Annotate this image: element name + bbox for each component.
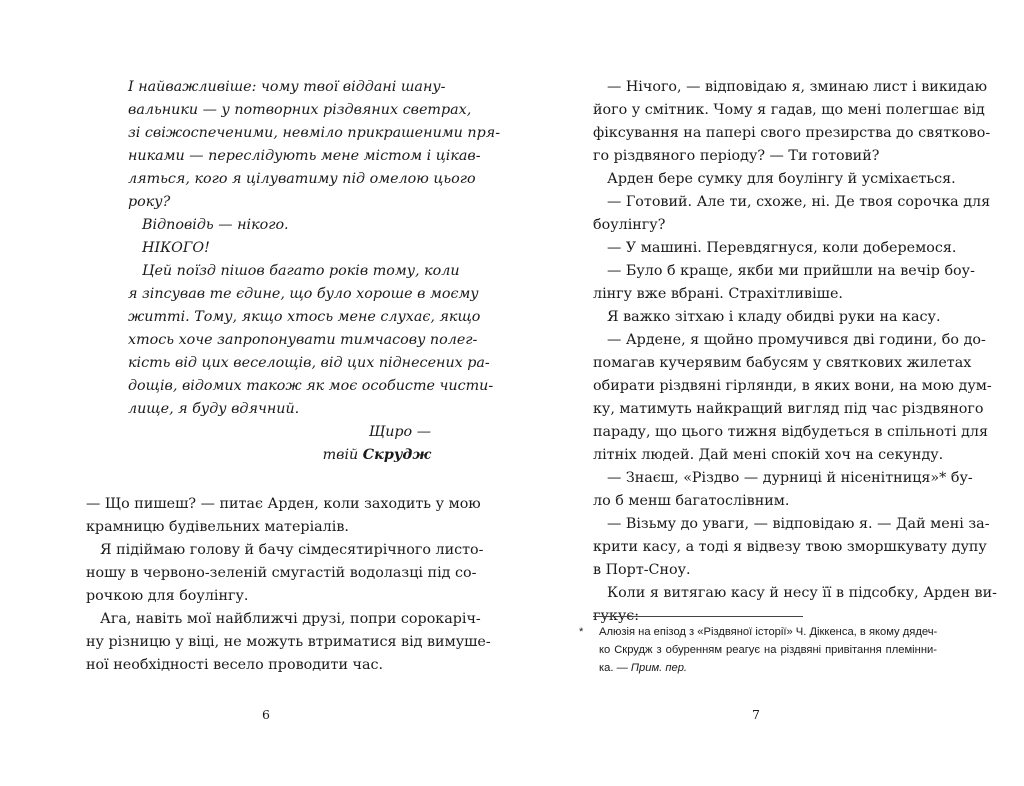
body-line: Ага, навіть мої найближчі друзі, попри сорокаріч-	[100, 611, 481, 627]
letter-line: І найважливіше: чому твої віддані шану-	[128, 79, 446, 95]
body-line: крамницю будівельних матеріалів.	[86, 519, 349, 535]
body-line: — Нічого, — відповідаю я, зминаю лист і викидаю	[607, 79, 988, 95]
body-line: ку, матимуть найкращий вигляд під час різдвяного	[593, 401, 984, 417]
letter-line: ляться, кого я цілуватиму під омелою цього	[128, 171, 476, 187]
letter-line: НІКОГО!	[142, 240, 210, 256]
body-line: — Що пишеш? — питає Арден, коли заходить у мою	[86, 496, 481, 512]
page-number: 7	[752, 707, 760, 722]
letter-line: зі свіжоспеченими, невміло прикрашеними пря-	[128, 125, 501, 141]
body-line: літніх людей. Дай мені спокій хоч на секунду.	[593, 447, 944, 463]
body-line: параду, що цього тижня відбудеться в спільноті для	[593, 424, 988, 440]
body-line: — Ардене, я щойно промучився дві години, бо до-	[607, 332, 986, 348]
letter-line: я зіпсував те єдине, що було хороше в моєму	[128, 286, 479, 302]
body-line: ло б менш багатослівним.	[593, 493, 790, 509]
footnote-marker: *	[579, 626, 584, 638]
signature-prefix: твій	[322, 447, 359, 463]
body-line: в Порт-Сноу.	[593, 562, 691, 578]
letter-line: житті. Тому, якщо хтось мене слухає, якщо	[128, 309, 481, 325]
body-line: Я підіймаю голову й бачу сімдесятирічного листо-	[100, 542, 484, 558]
body-line: фіксування на папері свого презирства до святково-	[593, 125, 991, 141]
body-line: лінгу вже вбрані. Страхітливіше.	[593, 286, 843, 302]
body-line: — Візьму до уваги, — відповідаю я. — Дай мені за-	[607, 516, 990, 532]
body-line: Коли я витягаю касу й несу її в підсобку, Арден ви-	[607, 585, 997, 601]
footnote-line: ко Скрудж з обуренням реагує на різдвяні привітання племінни-	[599, 644, 937, 656]
letter-line: хтось хоче запропонувати тимчасову полег-	[128, 332, 478, 348]
letter-line: дощів, відомих також як моє особисте чисти-	[128, 378, 494, 394]
letter-line: лище, я буду вдячний.	[128, 401, 300, 417]
body-line: ношу в червоно-зеленій смугастій водолазці під со-	[86, 565, 477, 581]
letter-line: кість від цих веселощів, від цих піднесених ра-	[128, 355, 490, 371]
body-line: рочкою для боулінгу.	[86, 588, 249, 604]
footnote-tail: ка. —	[599, 662, 628, 674]
letter-line: никами — переслідують мене містом і цікав-	[128, 148, 481, 164]
letter-line: Відповідь — нікого.	[142, 217, 289, 233]
body-line: ну різницю у віці, не можуть втриматися від вимуше-	[86, 634, 491, 650]
body-line: боулінгу?	[593, 217, 666, 233]
body-line: його у смітник. Чому я гадав, що мені полегшає від	[593, 102, 985, 118]
body-line: Арден бере сумку для боулінгу й усміхається.	[607, 171, 956, 187]
body-line: гукує:	[593, 608, 640, 624]
letter-signature	[128, 446, 431, 464]
left-page	[86, 0, 501, 786]
body-line: Я важко зітхаю і кладу обидві руки на касу.	[607, 309, 941, 325]
letter-line: року?	[128, 194, 171, 210]
right-page	[579, 0, 997, 786]
body-line: помагав кучерявим бабусям у святкових жилетах	[593, 355, 972, 371]
footnote-rule	[593, 616, 803, 617]
signature-name: Скрудж	[362, 447, 431, 463]
page-number: 6	[262, 707, 270, 722]
body-line: — Готовий. Але ти, схоже, ні. Де твоя сорочка для	[607, 194, 991, 210]
body-line: крити касу, а тоді я відвезу твою зморшкувату дупу	[593, 539, 987, 555]
body-line: — Знаєш, «Різдво — дурниці й нісенітниця»* бу-	[607, 470, 973, 486]
letter-line: Цей поїзд пішов багато років тому, коли	[142, 263, 460, 279]
body-line: обирати різдвяні гірлянди, в яких вони, на мою дум-	[593, 378, 992, 394]
footnote-line-last	[599, 661, 937, 675]
letter-line: вальники — у потворних різдвяних светрах,	[128, 102, 472, 118]
body-line: го різдвяного періоду? — Ти готовий?	[593, 148, 880, 164]
footnote-attribution: Прим. пер.	[630, 662, 688, 674]
body-line: — Було б краще, якби ми прийшли на вечір боу-	[607, 263, 975, 279]
letter-closing: Щиро —	[368, 424, 431, 440]
body-line: ної необхідності весело проводити час.	[86, 657, 384, 673]
body-line: — У машині. Перевдягнуся, коли доберемося.	[607, 240, 957, 256]
footnote-line: Алюзія на епізод з «Різдвяної історії» Ч. Діккенса, в якому дядеч-	[599, 626, 938, 638]
